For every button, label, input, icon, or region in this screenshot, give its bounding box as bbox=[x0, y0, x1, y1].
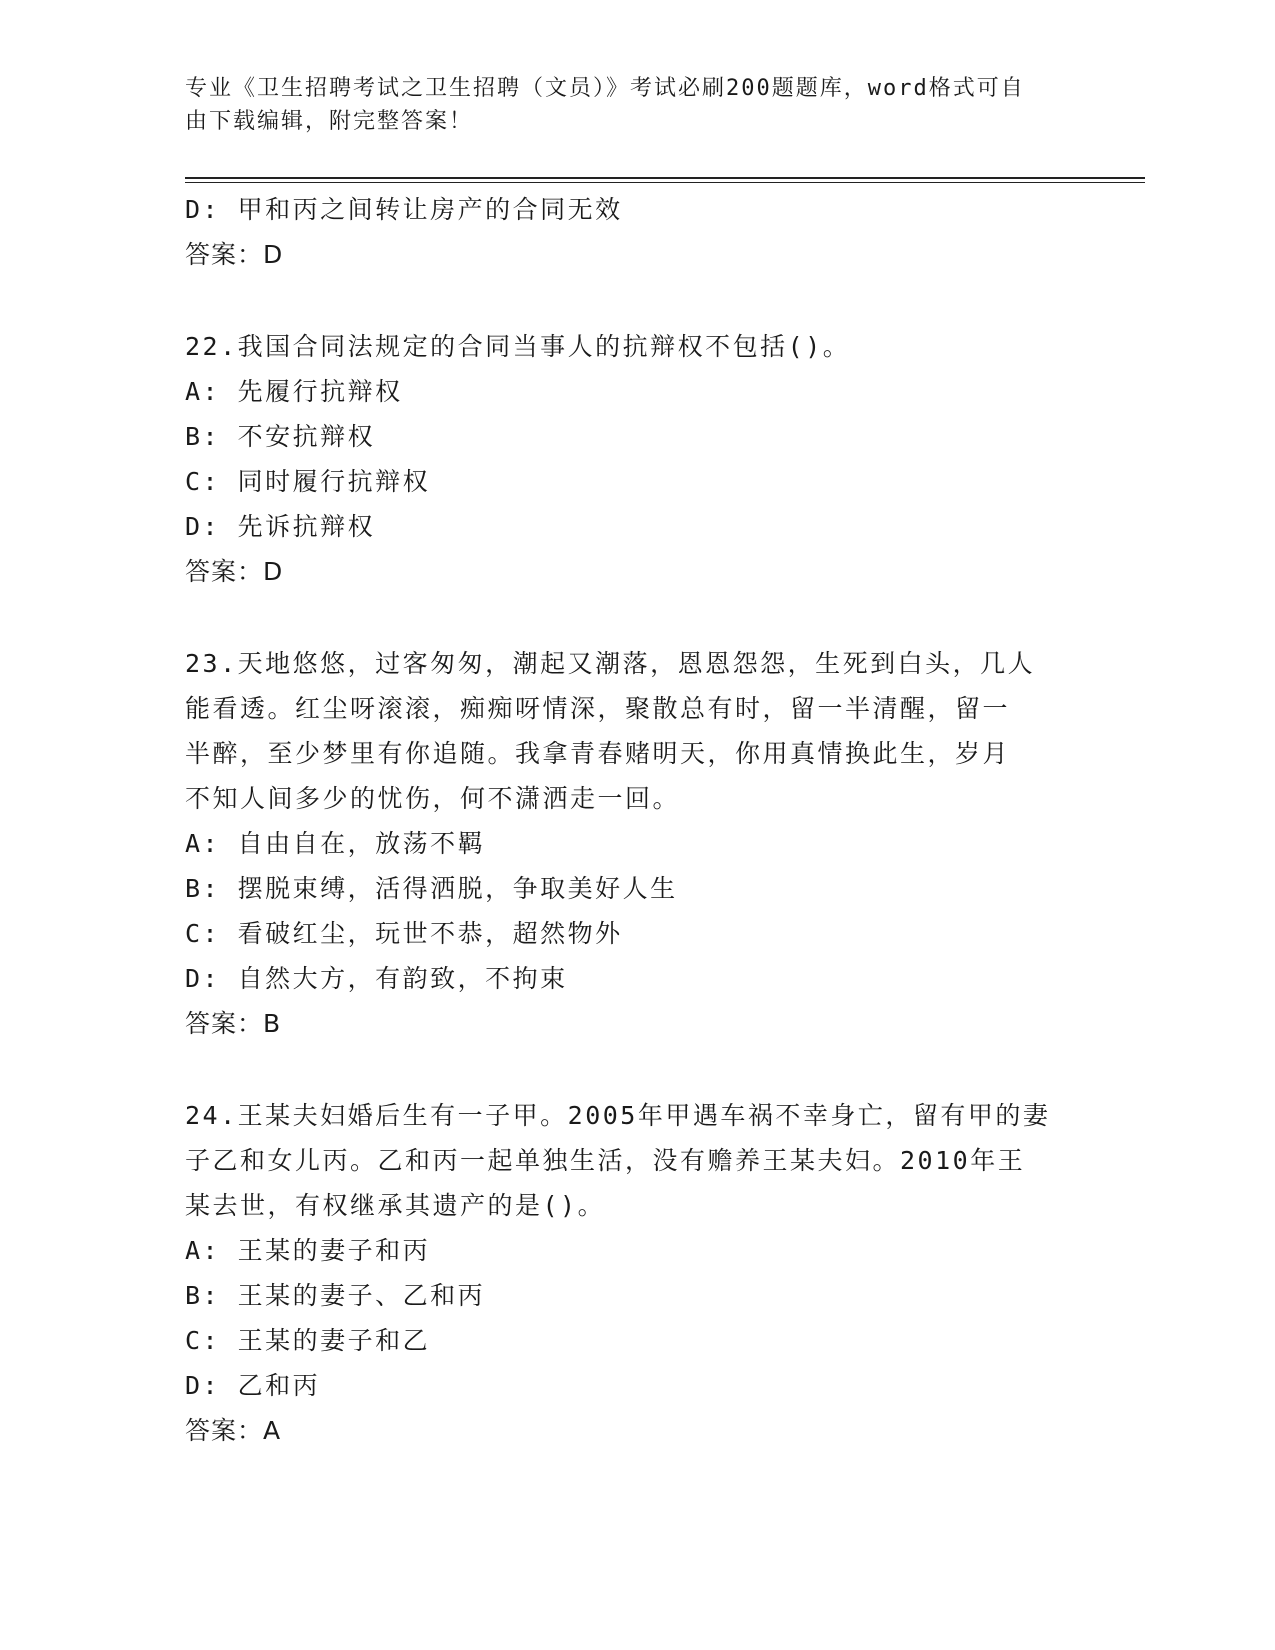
option-a: A: 王某的妻子和丙 bbox=[185, 1236, 431, 1265]
spacer bbox=[185, 1046, 1085, 1093]
answer-label: 答案：D bbox=[185, 240, 284, 269]
option-b: B: 王某的妻子、乙和丙 bbox=[185, 1281, 486, 1310]
header-divider-thick bbox=[185, 177, 1145, 179]
option-a: A: 先履行抗辩权 bbox=[185, 377, 403, 406]
question-block-22 bbox=[185, 324, 1085, 594]
question-stem-line: 某去世，有权继承其遗产的是()。 bbox=[185, 1191, 606, 1220]
question-block-21 bbox=[185, 187, 1085, 277]
question-list bbox=[185, 187, 1085, 1453]
question-stem-line: 子乙和女儿丙。乙和丙一起单独生活，没有赡养王某夫妇。2010年王 bbox=[185, 1146, 1026, 1175]
answer-label: 答案：A bbox=[185, 1416, 282, 1445]
question-stem-line: 半醉，至少梦里有你追随。我拿青春赌明天，你用真情换此生，岁月 bbox=[185, 739, 1011, 768]
option-d: D: 乙和丙 bbox=[185, 1371, 321, 1400]
option-c: C: 王某的妻子和乙 bbox=[185, 1326, 431, 1355]
question-stem-line: 24.王某夫妇婚后生有一子甲。2005年甲遇车祸不幸身亡，留有甲的妻 bbox=[185, 1101, 1051, 1130]
option-c: C: 同时履行抗辩权 bbox=[185, 467, 431, 496]
header-title-line-1: 专业《卫生招聘考试之卫生招聘（文员）》考试必刷200题题库，word格式可自 bbox=[185, 76, 1025, 101]
document-header bbox=[185, 72, 1065, 138]
option-d: D: 甲和丙之间转让房产的合同无效 bbox=[185, 195, 623, 224]
option-d: D: 先诉抗辩权 bbox=[185, 512, 376, 541]
option-a: A: 自由自在，放荡不羁 bbox=[185, 829, 486, 858]
question-block-23 bbox=[185, 641, 1085, 1046]
spacer bbox=[185, 277, 1085, 324]
spacer bbox=[185, 594, 1085, 641]
option-b: B: 不安抗辩权 bbox=[185, 422, 376, 451]
question-block-24 bbox=[185, 1093, 1085, 1453]
question-stem-line: 23.天地悠悠，过客匆匆，潮起又潮落，恩恩怨怨，生死到白头，几人 bbox=[185, 649, 1036, 678]
question-stem: 22.我国合同法规定的合同当事人的抗辩权不包括()。 bbox=[185, 332, 851, 361]
option-b: B: 摆脱束缚，活得洒脱，争取美好人生 bbox=[185, 874, 678, 903]
answer-label: 答案：D bbox=[185, 557, 284, 586]
question-stem-line: 不知人间多少的忧伤，何不潇洒走一回。 bbox=[185, 784, 681, 813]
header-title-line-2: 由下载编辑，附完整答案！ bbox=[185, 109, 474, 134]
option-d: D: 自然大方，有韵致，不拘束 bbox=[185, 964, 568, 993]
answer-label: 答案：B bbox=[185, 1009, 282, 1038]
header-divider-thin bbox=[185, 182, 1145, 183]
question-stem-line: 能看透。红尘呀滚滚，痴痴呀情深，聚散总有时，留一半清醒，留一 bbox=[185, 694, 1011, 723]
option-c: C: 看破红尘，玩世不恭，超然物外 bbox=[185, 919, 623, 948]
